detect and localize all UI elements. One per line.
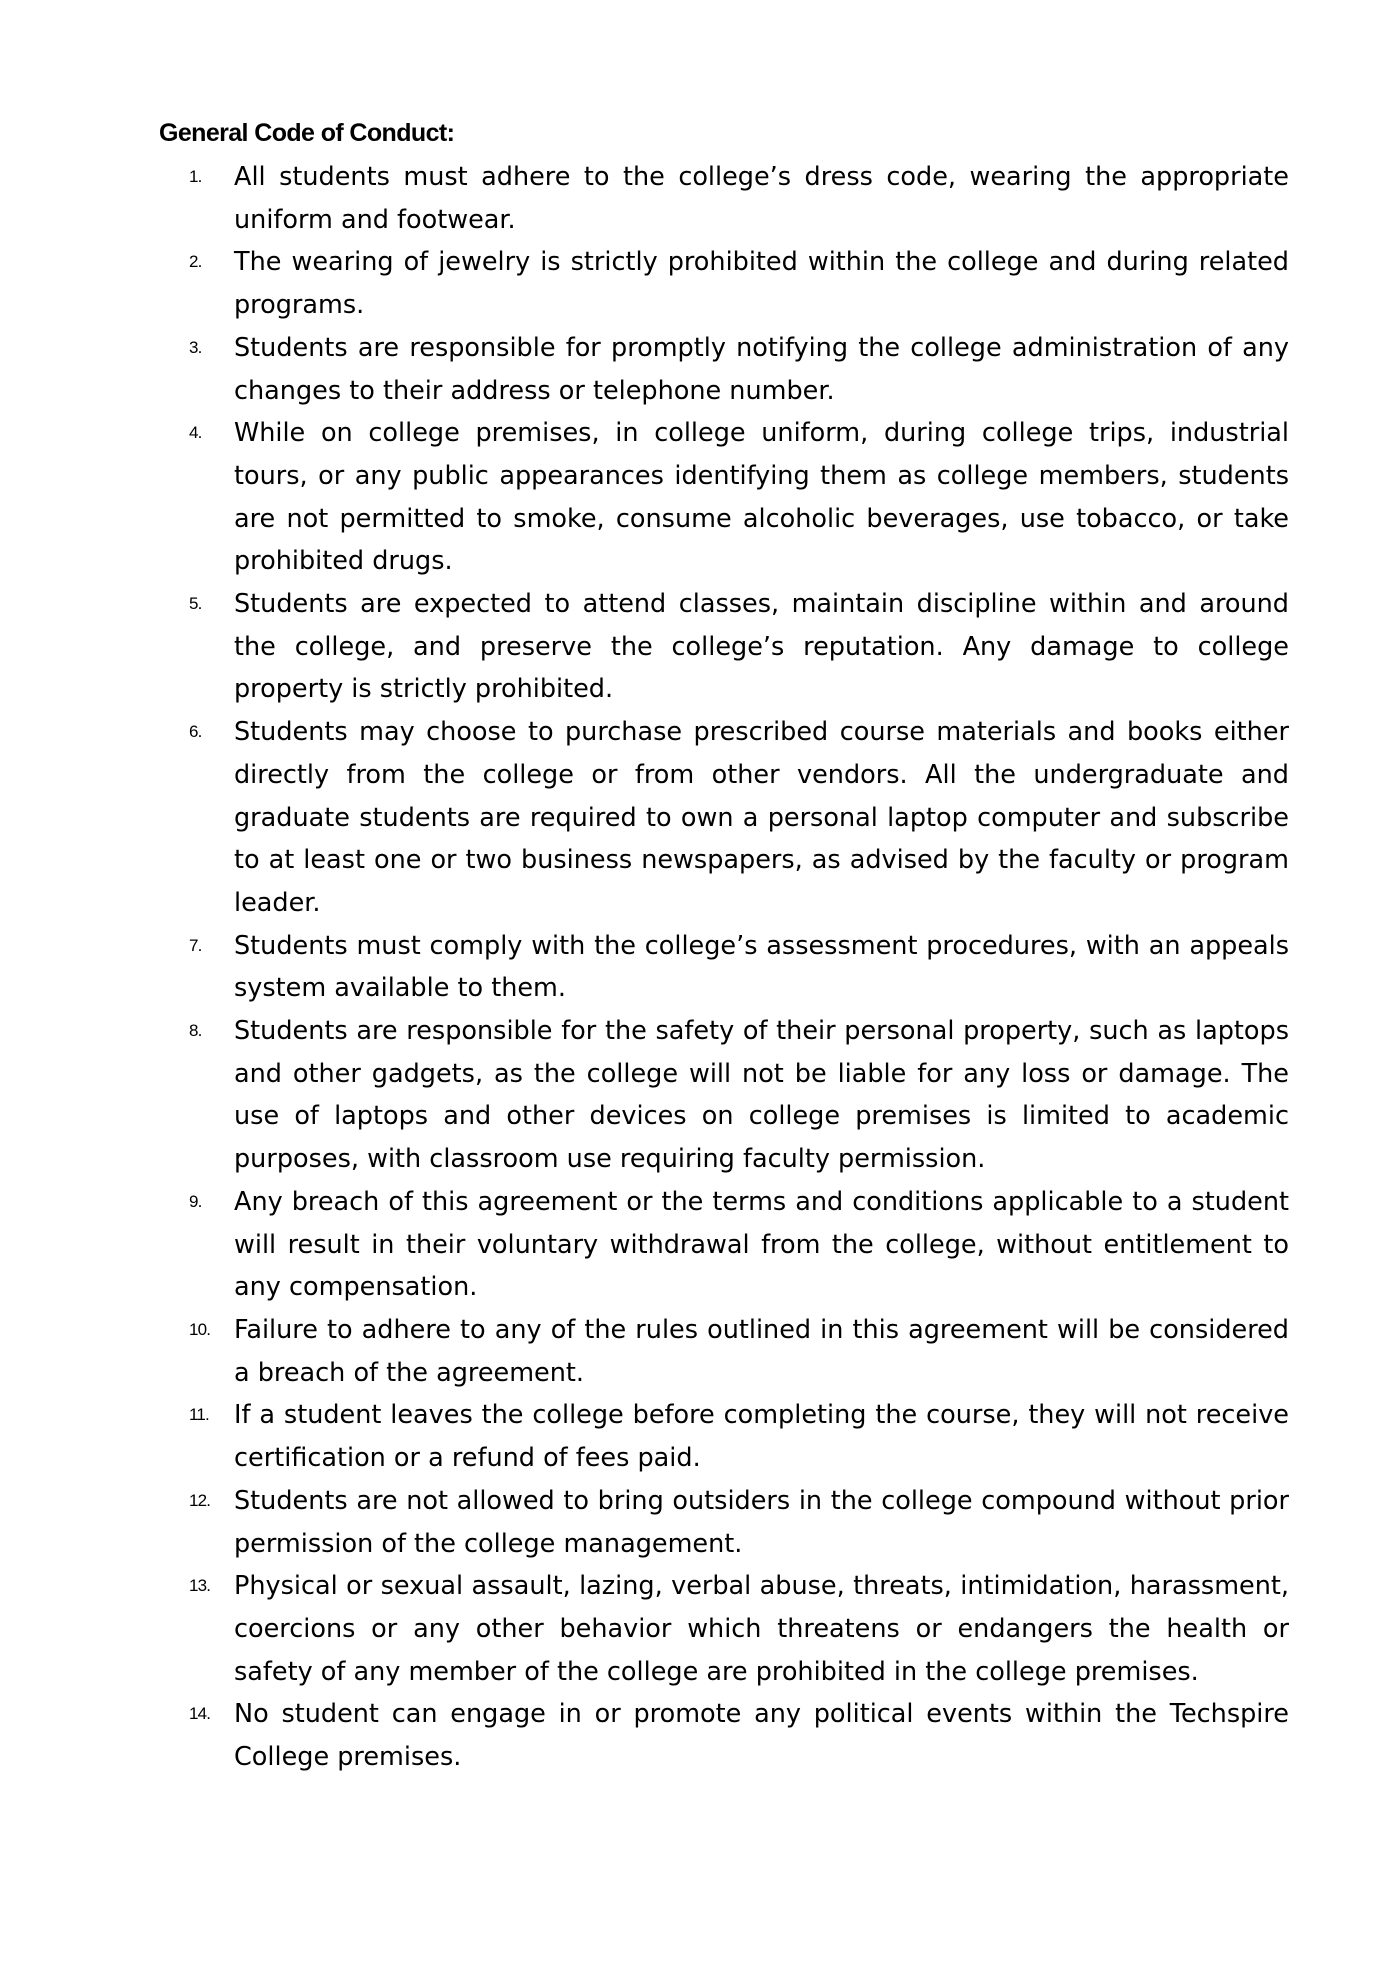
list-item: [159, 241, 1289, 326]
list-item-text: The wearing of jewelry is strictly prohibited within the college and during related programs.: [234, 247, 1289, 321]
list-item: [159, 1309, 1289, 1394]
list-item: [159, 925, 1289, 1010]
list-item-text: Students are expected to attend classes, maintain discipline within and around the college, and preserve the college’s reputation. Any damage to college property is strictly prohibited.: [234, 589, 1289, 705]
list-item-number: 11.: [189, 1405, 209, 1425]
list-item: [159, 1181, 1289, 1309]
rules-list: [159, 156, 1289, 1779]
list-item-number: 7.: [189, 935, 202, 955]
list-item-text: Students are responsible for the safety of their personal property, such as laptops and other gadgets, as the college will not be liable for any loss or damage. The use of laptops and other devices on college premises is limited to academic purposes, with classroom use requiring faculty permission.: [234, 1016, 1289, 1175]
list-item-text: Any breach of this agreement or the terms and conditions applicable to a student will result in their voluntary withdrawal from the college, without entitlement to any compensation.: [234, 1186, 1289, 1303]
list-item-text: Failure to adhere to any of the rules outlined in this agreement will be considered a breach of the agreement.: [234, 1314, 1289, 1388]
document-content: [159, 116, 1289, 1779]
list-item-text: Students are responsible for promptly notifying the college administration of any changes to their address or telephone number.: [234, 332, 1289, 406]
list-item-text: Students may choose to purchase prescribed course materials and books either directly from the college or from other vendors. All the undergraduate and graduate students are required to own a personal laptop computer and subscribe to at least one or two business newspapers, as advised by the faculty or program leader.: [234, 717, 1289, 918]
list-item: [159, 583, 1289, 711]
list-item: [159, 1010, 1289, 1181]
list-item-text: Students must comply with the college’s assessment procedures, with an appeals system available to them.: [234, 930, 1289, 1004]
list-item: [159, 412, 1289, 583]
list-item-number: 8.: [189, 1021, 202, 1041]
list-item-number: 6.: [189, 722, 202, 742]
list-item: [159, 327, 1289, 412]
list-item-text: If a student leaves the college before completing the course, they will not receive certification or a refund of fees paid.: [234, 1400, 1289, 1474]
list-item: [159, 1394, 1289, 1479]
list-item-number: 2.: [189, 252, 202, 272]
list-item-text: Students are not allowed to bring outsiders in the college compound without prior permission of the college management.: [234, 1485, 1289, 1559]
list-item: [159, 711, 1289, 925]
list-item-number: 13.: [189, 1576, 211, 1596]
list-item-number: 1.: [189, 167, 202, 186]
list-item-text: While on college premises, in college uniform, during college trips, industrial tours, or any public appearances identifying them as college members, students are not permitted to smoke, consume alcoholic beverages, use tobacco, or take prohibited drugs.: [234, 418, 1289, 577]
list-item: [159, 1693, 1289, 1778]
list-item: [159, 156, 1289, 241]
list-item-number: 4.: [189, 423, 202, 443]
list-item-text: No student can engage in or promote any political events within the Techspire College premises.: [234, 1699, 1289, 1773]
list-item-number: 12.: [189, 1490, 211, 1510]
list-item: [159, 1565, 1289, 1693]
list-item-number: 3.: [189, 337, 202, 357]
page-title: General Code of Conduct:: [159, 119, 455, 147]
list-item: [159, 1480, 1289, 1565]
list-item-number: 10.: [189, 1319, 211, 1339]
list-item-text: All students must adhere to the college’s dress code, wearing the appropriate uniform and footwear.: [234, 162, 1289, 235]
list-item-number: 5.: [189, 594, 202, 614]
list-item-number: 14.: [189, 1704, 211, 1724]
list-item-number: 9.: [189, 1191, 202, 1211]
list-item-text: Physical or sexual assault, lazing, verbal abuse, threats, intimidation, harassment, coercions or any other behavior which threatens or endangers the health or safety of any member of the college are prohibited in the college premises.: [234, 1571, 1289, 1687]
